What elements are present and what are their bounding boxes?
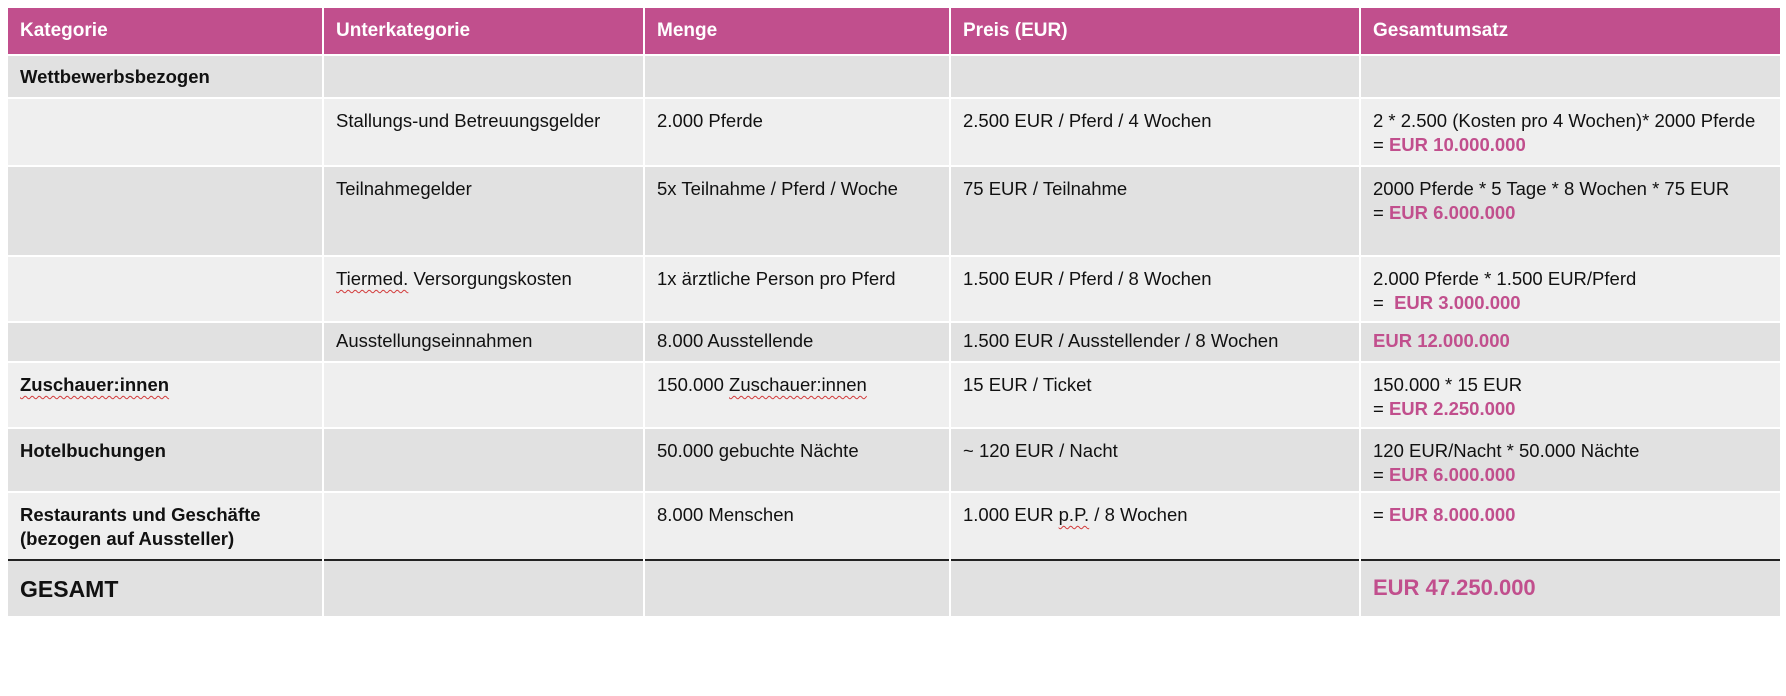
cell-preis bbox=[950, 492, 1360, 560]
formula-text: 2 * 2.500 (Kosten pro 4 Wochen)* 2000 Pferde bbox=[1373, 110, 1756, 131]
revenue-table-container bbox=[8, 8, 1780, 616]
table-row bbox=[8, 166, 1780, 256]
cell-kategorie bbox=[8, 322, 323, 362]
table-row bbox=[8, 428, 1780, 492]
cell-preis: 1.500 EUR / Pferd / 8 Wochen bbox=[950, 256, 1360, 322]
result-line bbox=[1373, 201, 1768, 225]
formula-text: 2000 Pferde * 5 Tage * 8 Wochen * 75 EUR bbox=[1373, 178, 1730, 199]
preis-text: 1.000 EUR bbox=[963, 504, 1059, 525]
formula-text: 2.000 Pferde * 1.500 EUR/Pferd bbox=[1373, 268, 1637, 289]
cell-kategorie: Wettbewerbsbezogen bbox=[8, 55, 323, 98]
cell-unterkategorie bbox=[323, 428, 644, 492]
result-prefix: = bbox=[1373, 134, 1389, 155]
result-value: EUR 2.250.000 bbox=[1388, 398, 1516, 419]
cell-gesamtumsatz bbox=[1360, 322, 1780, 362]
cell-unterkategorie bbox=[323, 362, 644, 428]
table-header-row bbox=[8, 8, 1780, 55]
result-prefix: = bbox=[1373, 504, 1389, 525]
cell-gesamtumsatz bbox=[1360, 166, 1780, 256]
revenue-table bbox=[8, 8, 1780, 616]
cell-gesamtumsatz bbox=[1360, 256, 1780, 322]
spellcheck-word: p.P. bbox=[1058, 504, 1090, 525]
header-menge: Menge bbox=[644, 8, 950, 55]
cell-menge: 2.000 Pferde bbox=[644, 98, 950, 166]
cell-kategorie bbox=[8, 362, 323, 428]
result-value: EUR 8.000.000 bbox=[1388, 504, 1516, 525]
spellcheck-word: Tiermed. bbox=[336, 268, 409, 289]
cell-preis: 75 EUR / Teilnahme bbox=[950, 166, 1360, 256]
kategorie-line: (bezogen auf Aussteller) bbox=[20, 528, 235, 549]
result-line bbox=[1373, 397, 1768, 421]
cell-preis: 1.500 EUR / Ausstellender / 8 Wochen bbox=[950, 322, 1360, 362]
total-value: EUR 47.250.000 bbox=[1373, 575, 1536, 600]
header-gesamtumsatz: Gesamtumsatz bbox=[1360, 8, 1780, 55]
total-row bbox=[8, 560, 1780, 616]
result-prefix: = bbox=[1373, 398, 1389, 419]
result-value: EUR 3.000.000 bbox=[1394, 292, 1521, 313]
total-value-cell bbox=[1360, 560, 1780, 616]
cell-menge bbox=[644, 560, 950, 616]
table-row bbox=[8, 322, 1780, 362]
cell-kategorie bbox=[8, 166, 323, 256]
result-value: EUR 12.000.000 bbox=[1373, 330, 1510, 351]
total-label: GESAMT bbox=[8, 560, 323, 616]
table-row bbox=[8, 98, 1780, 166]
cell-preis: 2.500 EUR / Pferd / 4 Wochen bbox=[950, 98, 1360, 166]
header-kategorie: Kategorie bbox=[8, 8, 323, 55]
result-value: EUR 10.000.000 bbox=[1388, 134, 1526, 155]
cell-preis bbox=[950, 560, 1360, 616]
cell-gesamtumsatz bbox=[1360, 98, 1780, 166]
header-unterkategorie: Unterkategorie bbox=[323, 8, 644, 55]
result-value: EUR 6.000.000 bbox=[1388, 464, 1516, 485]
table-row bbox=[8, 492, 1780, 560]
spellcheck-word: Zuschauer:innen bbox=[729, 374, 867, 395]
cell-menge: 50.000 gebuchte Nächte bbox=[644, 428, 950, 492]
cell-menge bbox=[644, 55, 950, 98]
cell-gesamtumsatz bbox=[1360, 428, 1780, 492]
result-line bbox=[1373, 291, 1768, 315]
result-prefix: = bbox=[1373, 292, 1395, 313]
formula-text: 150.000 * 15 EUR bbox=[1373, 374, 1523, 395]
cell-preis bbox=[950, 55, 1360, 98]
table-row bbox=[8, 55, 1780, 98]
cell-gesamtumsatz bbox=[1360, 492, 1780, 560]
cell-kategorie bbox=[8, 256, 323, 322]
cell-kategorie: Hotelbuchungen bbox=[8, 428, 323, 492]
kategorie-line: Restaurants und Geschäfte bbox=[20, 504, 261, 525]
cell-unterkategorie bbox=[323, 492, 644, 560]
cell-menge bbox=[644, 362, 950, 428]
cell-unterkategorie bbox=[323, 256, 644, 322]
cell-gesamtumsatz bbox=[1360, 55, 1780, 98]
cell-unterkategorie: Stallungs-und Betreuungsgelder bbox=[323, 98, 644, 166]
cell-kategorie bbox=[8, 98, 323, 166]
spellcheck-word: Zuschauer:innen bbox=[20, 374, 170, 395]
result-prefix: = bbox=[1373, 464, 1389, 485]
cell-menge: 5x Teilnahme / Pferd / Woche bbox=[644, 166, 950, 256]
cell-menge: 8.000 Ausstellende bbox=[644, 322, 950, 362]
result-value: EUR 6.000.000 bbox=[1388, 202, 1516, 223]
cell-kategorie bbox=[8, 492, 323, 560]
cell-unterkategorie bbox=[323, 55, 644, 98]
cell-unterkategorie bbox=[323, 560, 644, 616]
table-row bbox=[8, 256, 1780, 322]
cell-preis: ~ 120 EUR / Nacht bbox=[950, 428, 1360, 492]
header-preis: Preis (EUR) bbox=[950, 8, 1360, 55]
preis-text: / 8 Wochen bbox=[1089, 504, 1188, 525]
table-row bbox=[8, 362, 1780, 428]
cell-menge: 1x ärztliche Person pro Pferd bbox=[644, 256, 950, 322]
formula-text: 120 EUR/Nacht * 50.000 Nächte bbox=[1373, 440, 1640, 461]
cell-unterkategorie: Teilnahmegelder bbox=[323, 166, 644, 256]
cell-gesamtumsatz bbox=[1360, 362, 1780, 428]
cell-menge: 8.000 Menschen bbox=[644, 492, 950, 560]
menge-text: 150.000 bbox=[657, 374, 730, 395]
result-prefix: = bbox=[1373, 202, 1389, 223]
unterkategorie-text: Versorgungskosten bbox=[408, 268, 572, 289]
result-line bbox=[1373, 463, 1768, 487]
result-line bbox=[1373, 133, 1768, 157]
cell-unterkategorie: Ausstellungseinnahmen bbox=[323, 322, 644, 362]
cell-preis: 15 EUR / Ticket bbox=[950, 362, 1360, 428]
